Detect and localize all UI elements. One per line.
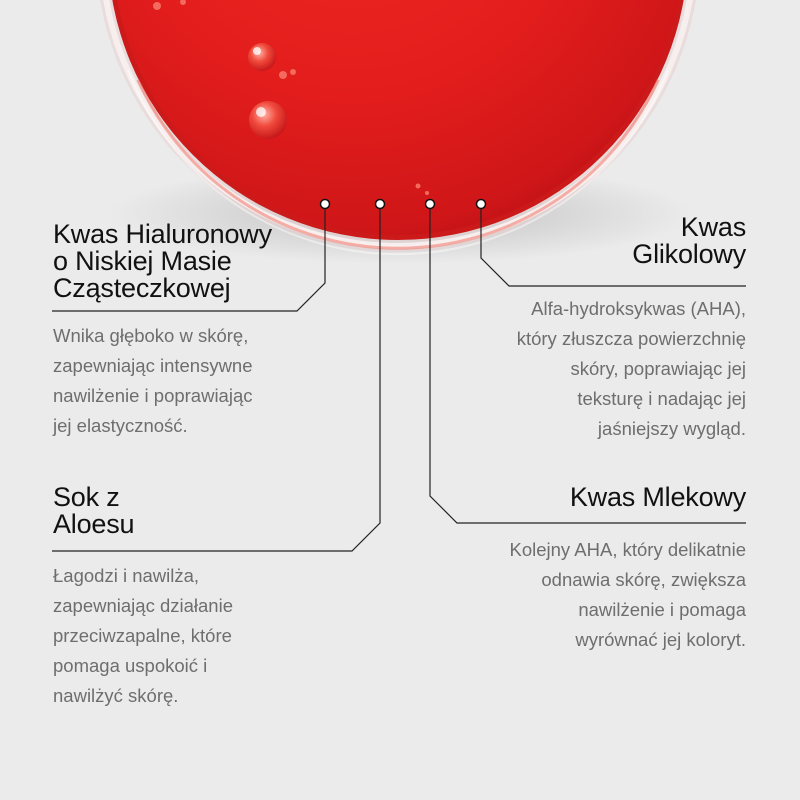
description-glycolic: Alfa-hydroksykwas (AHA), który złuszcza powierzchnię skóry, poprawiając jej teksturę i nadając jej jaśniejszy wygląd. — [516, 298, 746, 439]
title-aloe: Sok z Aloesu — [53, 482, 135, 539]
title-glycolic: Kwas Glikolowy — [632, 212, 746, 269]
title-hyaluronic: Kwas Hialuronowy o Niskiej Masie Cząsteczkowej — [53, 219, 272, 303]
description-hyaluronic: Wnika głęboko w skórę, zapewniając intensywne nawilżenie i poprawiając jej elastyczność. — [53, 325, 253, 436]
callout-dot-aloe — [376, 200, 385, 209]
description-aloe: Łagodzi i nawilża, zapewniając działanie przeciwzapalne, które pomaga uspokoić i nawilżyć skórę. — [53, 565, 233, 706]
bubble — [425, 191, 429, 195]
bubble — [249, 101, 287, 139]
bubble — [279, 71, 287, 79]
description-lactic: Kolejny AHA, który delikatnie odnawia skórę, zwiększa nawilżenie i pomaga wyrównać jej koloryt. — [509, 539, 746, 650]
bubble — [416, 184, 421, 189]
callout-dot-lactic — [426, 200, 435, 209]
callout-dot-glycolic — [477, 200, 486, 209]
bubble — [290, 69, 296, 75]
bubble — [153, 2, 161, 10]
bubble — [248, 43, 276, 71]
callout-dot-hyaluronic — [321, 200, 330, 209]
title-lactic: Kwas Mlekowy — [569, 482, 746, 512]
